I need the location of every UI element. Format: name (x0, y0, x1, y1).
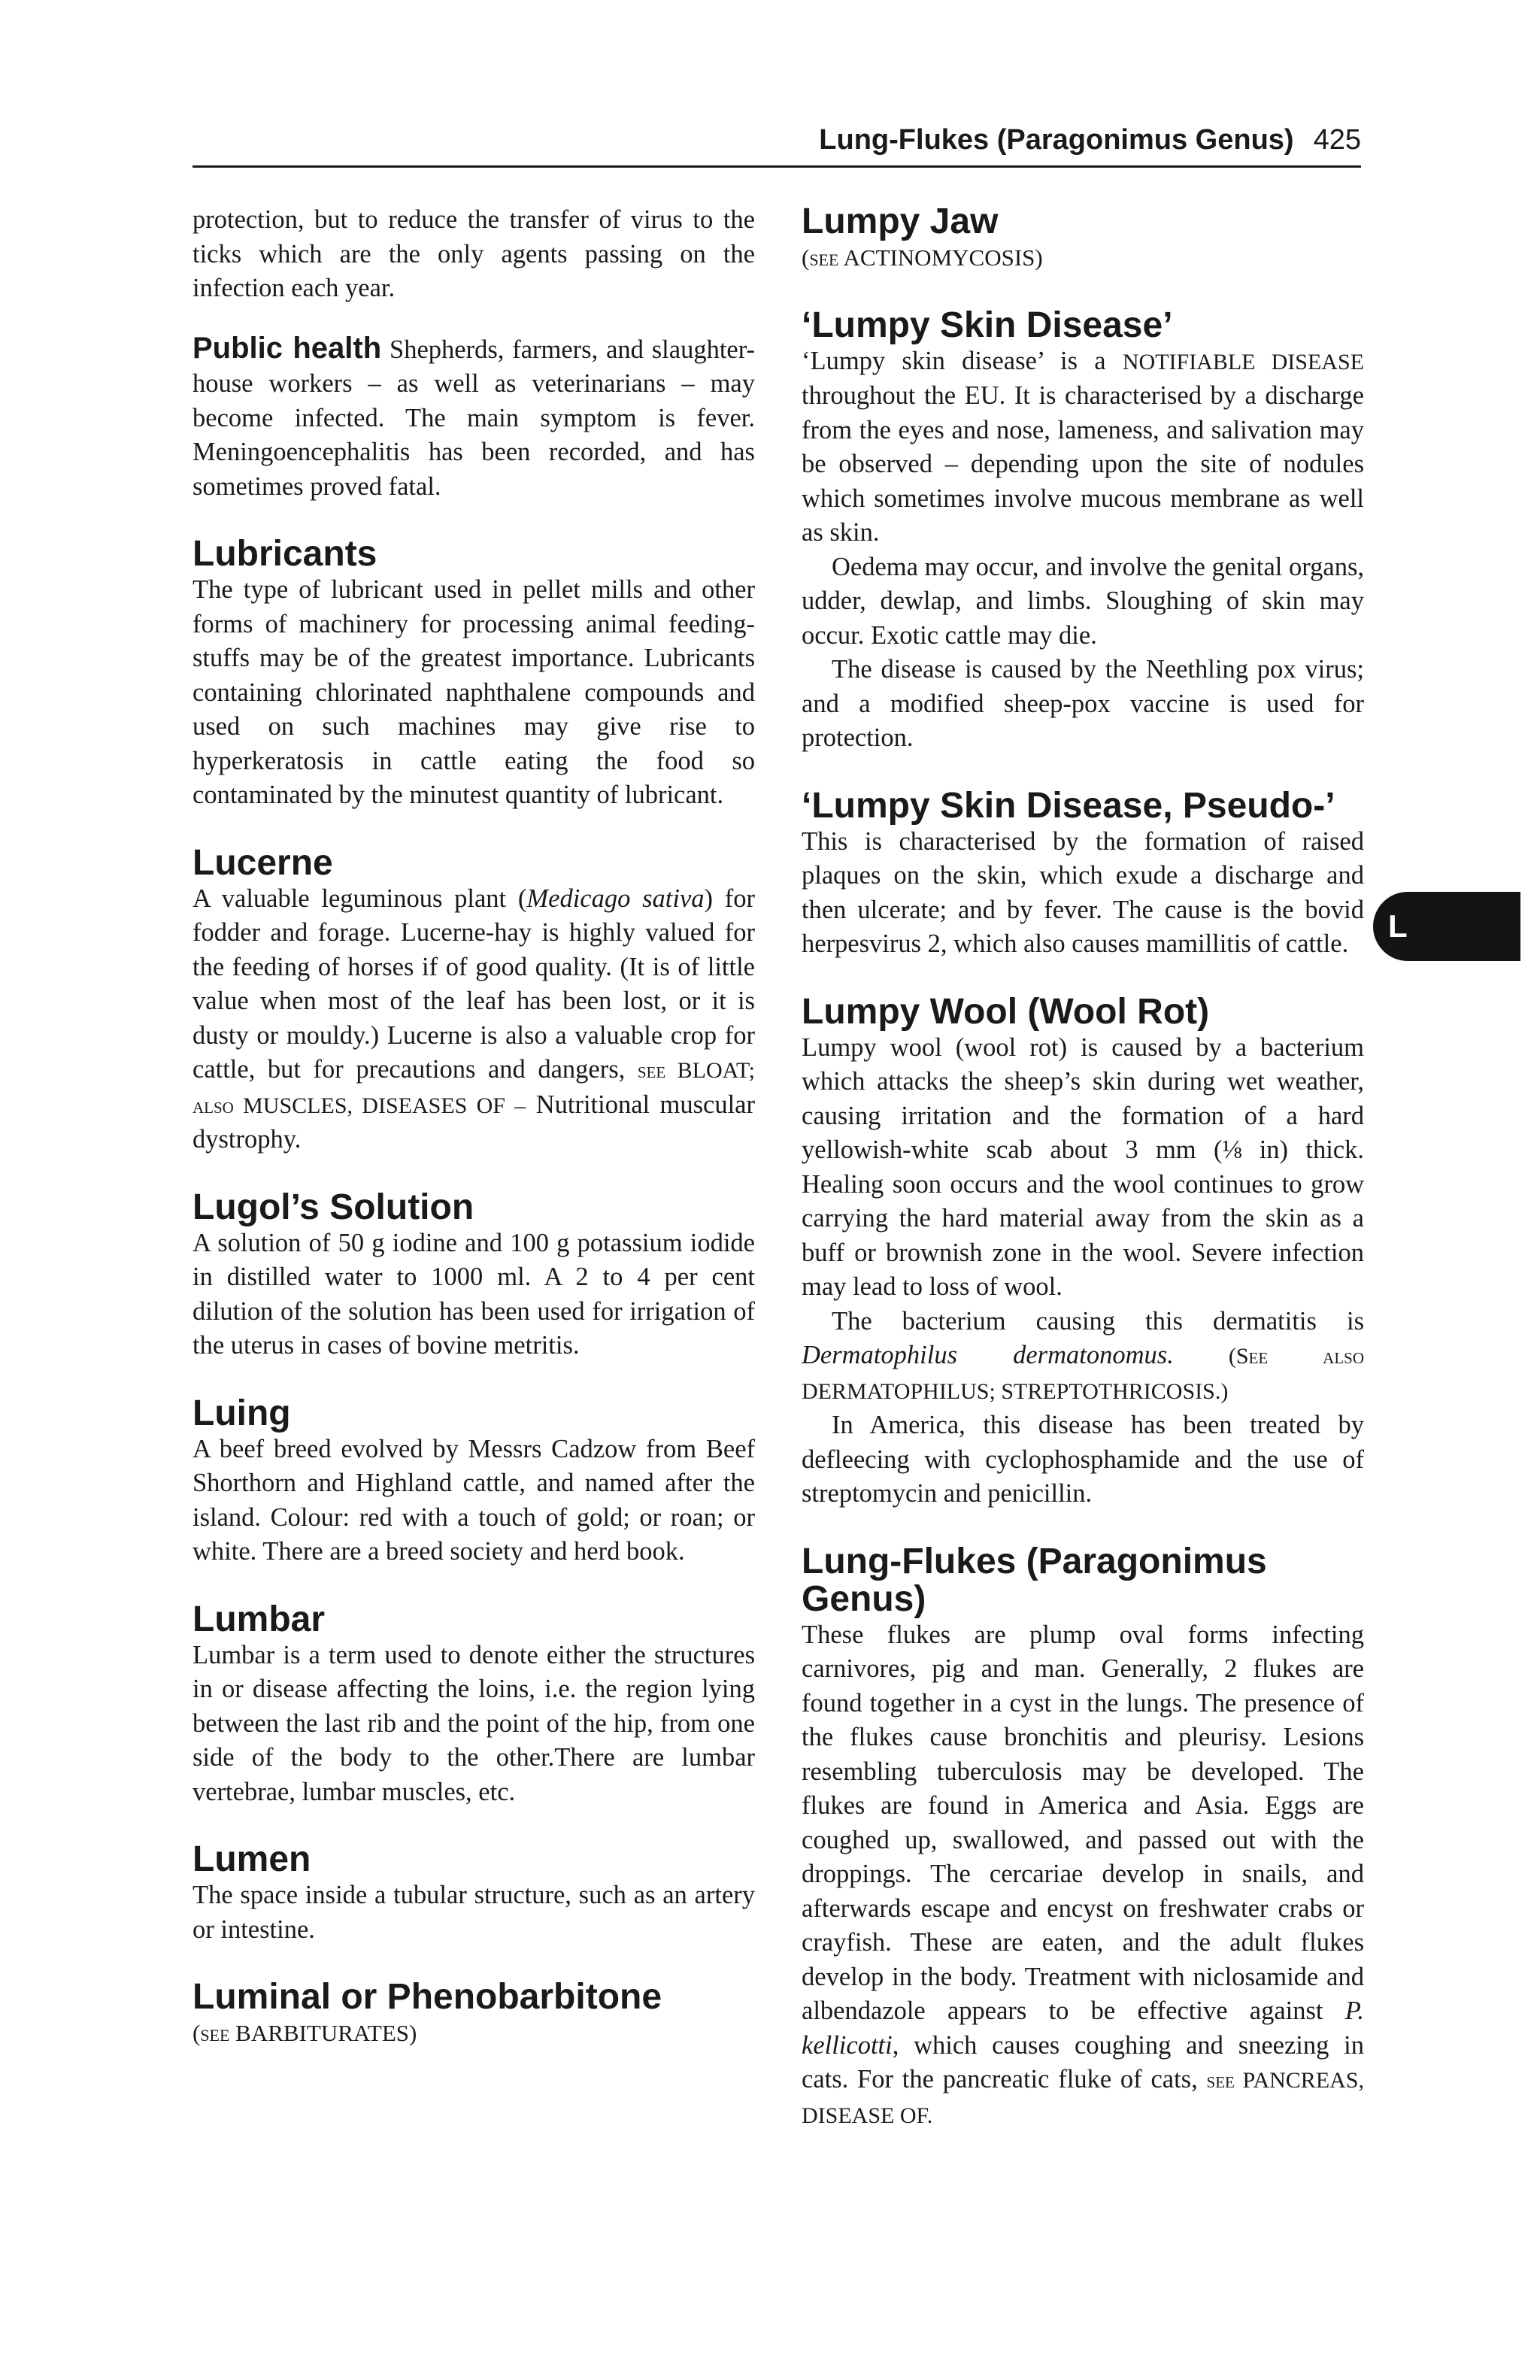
entry-text: The type of lubricant used in pellet mills and other forms of machinery for processing animal feeding-stuffs may be of the greatest importance. Lubricants containing chlorinated naphthalene compounds and used on such machines may give rise to hyperkeratosis in cattle eating the food so contaminated by the minutest quantity of lubricant. (192, 575, 755, 809)
lumpy-wool-latin: Dermatophilus dermatonomus. (802, 1341, 1174, 1369)
entry-lubricants (192, 535, 755, 813)
entry-text: This is characterised by the formation of raised plaques on the skin, which exude a discharge and then ulcerate; and by fever. The cause is the bovid herpesvirus 2, which also causes mamillitis of cattle. (802, 826, 1364, 958)
public-health-heading: Public health (192, 331, 382, 365)
entry-title: Lubricants (192, 534, 377, 574)
entry-title: Lumbar (192, 1599, 326, 1639)
entry-lumpy-skin-disease (802, 307, 1364, 756)
entry-public-health (192, 332, 755, 505)
entry-lumpy-jaw (802, 203, 1364, 275)
entry-text: Lumbar is a term used to denote either the structures in or disease affecting the loins, i.e. the region lying between the last rib and the point of the hip, from one side of the body to the other.There are lumbar vertebrae, lumbar muscles, etc. (192, 1640, 755, 1806)
lumpy-skin-text-a: ‘Lumpy skin disease’ is a (802, 346, 1123, 375)
lumpy-wool-paragraph-1: Lumpy wool (wool rot) is caused by a bacterium which attacks the sheep’s skin during wet weather, causing irritation and the formation of a hard yellowish-white scab about 3 mm (⅛ in) thick. Healing soon occurs and the wool continues to grow carrying the hard material away from the skin as a buff or brownish zone in the wool. Severe infection may lead to loss of wool. (802, 1032, 1364, 1301)
entry-title: Luminal or Phenobarbitone (192, 1977, 662, 2017)
lumpy-skin-text-b: throughout the EU. It is characterised by a discharge from the eyes and nose, lameness, and salivation may be observed – depending upon the site of nodules which sometimes involve mucous membrane as well as skin. (802, 381, 1364, 547)
entry-crossref: (see ACTINOMYCOSIS) (802, 244, 1043, 271)
entry-title: ‘Lumpy Skin Disease, Pseudo-’ (802, 785, 1335, 826)
entry-lumpy-skin-pseudo (802, 787, 1364, 962)
lung-flukes-text-a: These flukes are plump oval forms infecting carnivores, pig and man. Generally, 2 flukes are found together in a cyst in the lungs. The presence of the flukes cause bronchitis and pleurisy. Lesions resembling tuberculosis may be developed. The flukes are found in America and Asia. Eggs are coughed up, swallowed, and passed out with the droppings. The cercariae develop in snails, and afterwards escape and encyst on freshwater crabs or crayfish. These are eaten, and the adult flukes develop in the body. Treatment with niclosamide and albendazole appears to be effective against (802, 1620, 1364, 2025)
lumpy-skin-paragraph-2: Oedema may occur, and involve the genital organs, udder, dewlap, and limbs. Sloughing of skin may occur. Exotic cattle may die. (802, 552, 1364, 650)
public-health-text: Shepherds, farmers, and slaughter-house workers – as well as veterinarians – may become infected. The main symptom is fever. Meningoencephalitis has been recorded, and has sometimes proved fatal. (192, 335, 756, 501)
entry-crossref: (see BARBITURATES) (192, 2020, 417, 2046)
entry-lumbar (192, 1601, 755, 1810)
continued-paragraph: protection, but to reduce the transfer of virus to the ticks which are the only agents passing on the infection each year. (192, 205, 755, 302)
lucerne-crossref: see BLOAT; also MUSCLES, DISEASES OF – (192, 1058, 755, 1118)
right-column (802, 203, 1364, 2164)
lumpy-wool-text-a: The bacterium causing this dermatitis is (832, 1306, 1364, 1336)
entry-lung-flukes (802, 1543, 1364, 2133)
notifiable-disease-crossref: NOTIFIABLE DISEASE (1122, 349, 1364, 374)
lucerne-text-2: ) for fodder and forage. Lucerne-hay is highly valued for the feeding of horses if of good quality. (It is of little value when most of the leaf has been lost, or it is dusty or mouldy.) Lucerne is also a valuable crop for cattle, but for precautions and dangers, (192, 884, 755, 1084)
entry-luminal (192, 1978, 755, 2051)
entry-text: The space inside a tubular structure, such as an artery or intestine. (192, 1881, 755, 1944)
page-number: 425 (1313, 124, 1361, 156)
lucerne-text-3: Nutritional muscular dystrophy. (192, 1090, 755, 1154)
lung-flukes-latin: P. kellicotti (802, 1996, 1364, 2060)
entry-lugols-solution (192, 1189, 755, 1363)
entry-lucerne (192, 844, 755, 1157)
lumpy-wool-paragraph-3: In America, this disease has been treated by defleecing with cyclophosphamide and the use of streptomycin and penicillin. (802, 1411, 1364, 1508)
entry-lumpy-wool (802, 993, 1364, 1511)
entry-title: Lumen (192, 1839, 311, 1879)
entry-title: Lucerne (192, 842, 333, 883)
entry-continued (192, 203, 755, 306)
pancreas-crossref: see PANCREAS, DISEASE OF. (802, 2068, 1364, 2128)
entry-title: Luing (192, 1393, 291, 1433)
entry-text: A beef breed evolved by Messrs Cadzow from Beef Shorthorn and Highland cattle, and named after the island. Colour: red with a touch of gold; or roan; or white. There are a breed society and herd book. (192, 1434, 755, 1566)
lumpy-wool-crossref: (See also DERMATOPHILUS; STREPTOTHRICOSIS.) (802, 1344, 1364, 1404)
thumb-tab-letter: L (1388, 908, 1408, 944)
lucerne-latin: Medicago sativa (526, 884, 705, 913)
lumpy-skin-paragraph-3: The disease is caused by the Neethling pox virus; and a modified sheep-pox vaccine is used for protection. (802, 655, 1364, 752)
entry-title: Lumpy Jaw (802, 202, 999, 241)
lung-flukes-text-b: , which causes coughing and sneezing in cats. For the pancreatic fluke of cats, (802, 2030, 1364, 2093)
running-title: Lung-Flukes (Paragonimus Genus) (819, 124, 1294, 156)
entry-lumen (192, 1841, 755, 1947)
left-column (192, 203, 755, 2082)
lucerne-text-1: A valuable leguminous plant ( (192, 884, 527, 913)
entry-luing (192, 1395, 755, 1569)
entry-title: Lung-Flukes (Paragonimus Genus) (802, 1541, 1267, 1619)
entry-title: Lugol’s Solution (192, 1187, 474, 1227)
entry-title: ‘Lumpy Skin Disease’ (802, 305, 1173, 345)
entry-text: A solution of 50 g iodine and 100 g potassium iodide in distilled water to 1000 ml. A 2 to 4 per cent dilution of the solution has been used for irrigation of the uterus in cases of bovine metritis. (192, 1228, 755, 1360)
section-thumb-tab (1373, 892, 1520, 961)
entry-title: Lumpy Wool (Wool Rot) (802, 991, 1210, 1032)
running-head (192, 122, 1361, 168)
